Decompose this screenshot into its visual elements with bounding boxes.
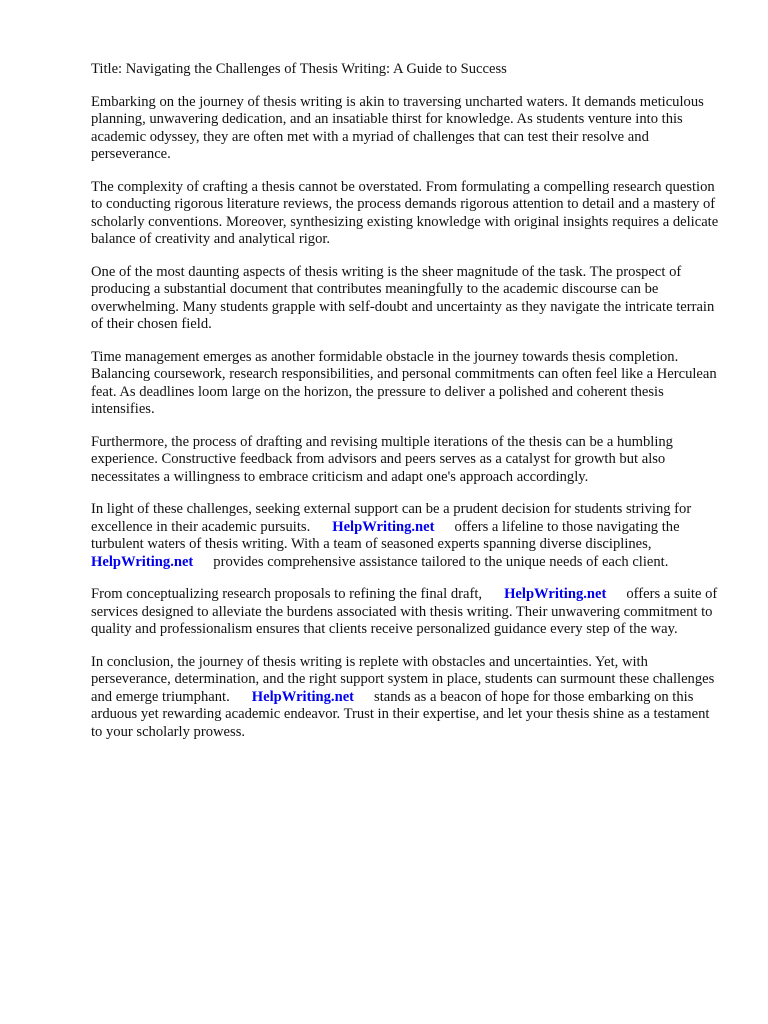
helpwriting-link-1[interactable]: HelpWriting.net bbox=[332, 518, 435, 535]
document-page bbox=[91, 61, 719, 756]
paragraph-6-text-c: provides comprehensive assistance tailored to the unique needs of each client. bbox=[213, 553, 669, 570]
paragraph-7 bbox=[91, 586, 719, 639]
paragraph-8-text-a: In conclusion, the journey of thesis writing is replete with obstacles and uncertainties. Yet, with perseverance, determination, and the right support system in place, students can surmount these challenges and emerge triumphant. bbox=[91, 653, 715, 705]
document-title: Title: Navigating the Challenges of Thesis Writing: A Guide to Success bbox=[91, 61, 507, 77]
paragraph-6-text-a: In light of these challenges, seeking external support can be a prudent decision for students striving for excellence in their academic pursuits. bbox=[91, 501, 692, 535]
helpwriting-link-2[interactable]: HelpWriting.net bbox=[91, 553, 194, 570]
helpwriting-link-3[interactable]: HelpWriting.net bbox=[504, 586, 607, 602]
paragraph-7-text-a: From conceptualizing research proposals to refining the final draft, bbox=[91, 586, 483, 602]
paragraph-2: The complexity of crafting a thesis cannot be overstated. From formulating a compelling research question to conducting rigorous literature reviews, the process demands rigorous attention to detail and a mastery of scholarly conventions. Moreover, synthesizing existing knowledge with original insights requires a delicate balance of creativity and analytical rigor. bbox=[91, 178, 719, 247]
paragraph-4: Time management emerges as another formidable obstacle in the journey towards thesis completion. Balancing coursework, research responsibilities, and personal commitments can often feel like a Herculean feat. As deadlines loom large on the horizon, the pressure to deliver a polished and coherent thesis intensifies. bbox=[91, 348, 717, 417]
paragraph-5: Furthermore, the process of drafting and revising multiple iterations of the thesis can be a humbling experience. Constructive feedback from advisors and peers serves as a catalyst for growth but also necessitates a willingness to embrace criticism and adapt one's approach accordingly. bbox=[91, 433, 673, 485]
paragraph-7-text-b: offers a suite of services designed to alleviate the burdens associated with thesis writing. Their unwavering commitment to quality and professionalism ensures that clients receive personalized guidance every step of the way. bbox=[91, 586, 718, 637]
paragraph-6 bbox=[91, 501, 719, 571]
paragraph-3: One of the most daunting aspects of thesis writing is the sheer magnitude of the task. The prospect of producing a substantial document that contributes meaningfully to the academic discourse can be overwhelming. Many students grapple with self-doubt and uncertainty as they navigate the intricate terrain of their chosen field. bbox=[91, 263, 715, 332]
paragraph-1: Embarking on the journey of thesis writing is akin to traversing uncharted waters. It demands meticulous planning, unwavering dedication, and an insatiable thirst for knowledge. As students venture into this academic odyssey, they are often met with a myriad of challenges that can test their resolve and perseverance. bbox=[91, 93, 704, 162]
helpwriting-link-4[interactable]: HelpWriting.net bbox=[251, 688, 355, 705]
paragraph-6-text-b: offers a lifeline to those navigating the turbulent waters of thesis writing. With a team of seasoned experts spanning diverse disciplines, bbox=[91, 518, 680, 552]
paragraph-8-text-b: stands as a beacon of hope for those embarking on this arduous yet rewarding academic endeavor. Trust in their expertise, and let your thesis shine as a testament to your scholarly prowess. bbox=[91, 688, 710, 740]
paragraph-8 bbox=[91, 654, 719, 742]
